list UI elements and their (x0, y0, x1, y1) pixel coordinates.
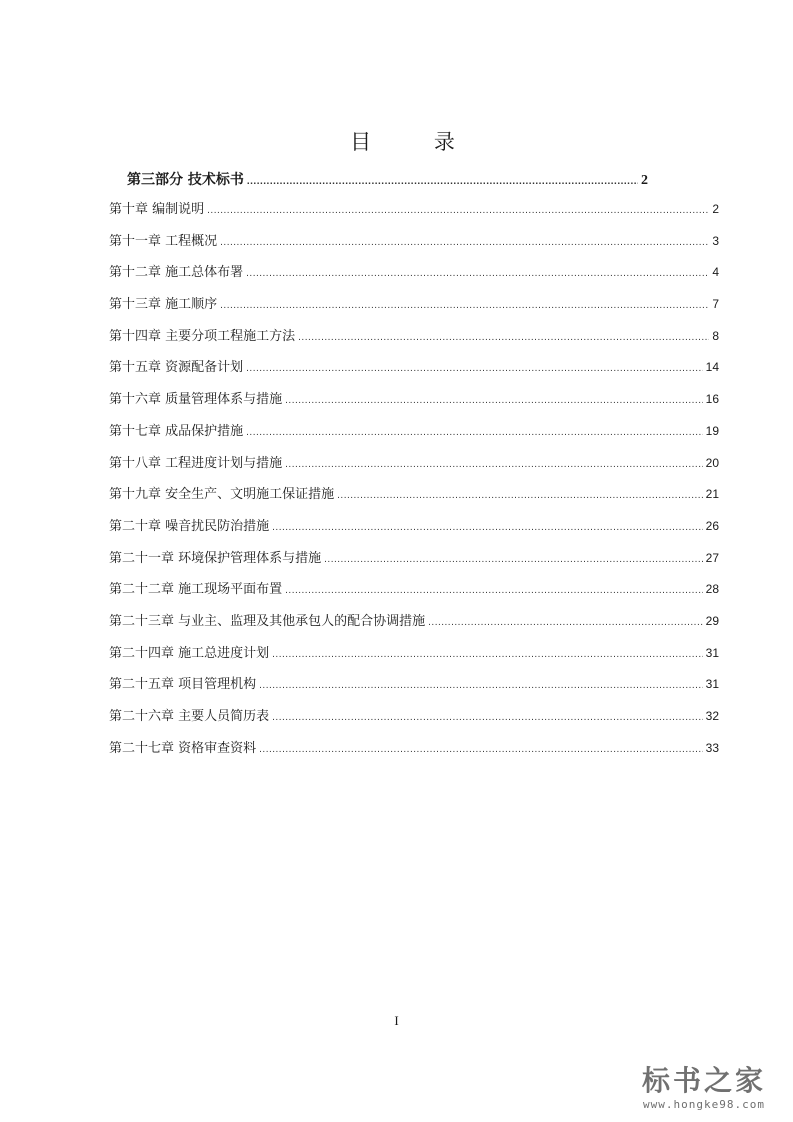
toc-entry-label: 第二十一章 环境保护管理体系与措施 (109, 550, 322, 566)
watermark-brand: 标书之家 (641, 1064, 766, 1097)
toc-leader-dots (247, 172, 638, 192)
toc-entry[interactable] (109, 611, 719, 643)
toc-entry-label: 第二十二章 施工现场平面布置 (109, 582, 283, 598)
toc-part-entry[interactable] (127, 170, 648, 192)
toc-entry[interactable] (109, 674, 719, 706)
toc-entry[interactable] (109, 643, 719, 675)
toc-entry[interactable] (109, 389, 719, 421)
toc-entry-label: 第二十五章 项目管理机构 (109, 677, 257, 693)
toc-entry-label: 第二十四章 施工总进度计划 (109, 645, 270, 661)
toc-entry-label: 第十四章 主要分项工程施工方法 (109, 328, 296, 344)
toc-entry[interactable] (109, 326, 719, 358)
toc-entry-label: 第十九章 安全生产、文明施工保证措施 (109, 487, 335, 503)
toc-entry-page-number: 33 (705, 740, 719, 755)
toc-entry-page-number: 26 (705, 518, 719, 533)
toc-entry-page-number: 14 (705, 360, 719, 375)
toc-entry-label: 第十一章 工程概况 (109, 233, 218, 249)
toc-leader-dots (324, 550, 703, 570)
toc-entry[interactable] (109, 579, 719, 611)
toc-entry-page-number: 21 (705, 487, 719, 502)
toc-entry-label: 第十五章 资源配备计划 (109, 360, 244, 376)
toc-entry-page-number: 8 (712, 328, 719, 343)
toc-entry-page-number: 2 (712, 202, 719, 216)
toc-leader-dots (285, 455, 703, 475)
watermark-logo (629, 1064, 779, 1112)
toc-entry-page-number: 28 (705, 582, 719, 597)
toc-entry-label: 第十八章 工程进度计划与措施 (109, 455, 283, 471)
toc-entry[interactable] (109, 357, 719, 389)
toc-entry-page-number: 32 (705, 709, 719, 723)
toc-entry[interactable] (109, 421, 719, 453)
toc-leader-dots (259, 676, 703, 696)
toc-entry-label: 第十章 编制说明 (109, 202, 205, 217)
toc-entry-page-number: 20 (705, 455, 719, 470)
toc-entry-page-number: 19 (705, 423, 719, 438)
toc-leader-dots (220, 296, 709, 316)
toc-part-page-number: 2 (641, 173, 648, 188)
watermark-url: www.hongke98.com (643, 1098, 765, 1111)
toc-leader-dots (272, 518, 703, 538)
toc-entry[interactable] (109, 548, 719, 580)
toc-entry-page-number: 16 (705, 392, 719, 407)
toc-part-label: 第三部分 技术标书 (127, 172, 244, 188)
toc-leader-dots (285, 581, 703, 601)
toc-leader-dots (246, 423, 703, 443)
toc-entry-label: 第二十六章 主要人员简历表 (109, 709, 270, 724)
toc-leader-dots (272, 708, 703, 728)
toc-leader-dots (285, 391, 703, 411)
toc-entry[interactable] (109, 484, 719, 516)
toc-entry[interactable] (109, 199, 719, 231)
toc-leader-dots (272, 645, 703, 665)
toc-entry[interactable] (109, 453, 719, 485)
toc-entry-page-number: 31 (705, 645, 719, 660)
toc-leader-dots (298, 328, 709, 348)
toc-entry-label: 第十二章 施工总体布署 (109, 265, 244, 281)
page-footer-number: I (394, 1013, 399, 1028)
toc-entry[interactable] (109, 706, 719, 738)
toc-entry-page-number: 27 (705, 550, 719, 565)
toc-leader-dots (337, 486, 703, 506)
toc-entry-page-number: 31 (705, 677, 719, 692)
toc-list (109, 199, 719, 769)
page-title: 目 录 (350, 130, 483, 154)
toc-entry-page-number: 3 (712, 233, 719, 248)
toc-entry-page-number: 4 (712, 265, 719, 280)
toc-entry[interactable] (109, 262, 719, 294)
toc-leader-dots (246, 359, 703, 379)
toc-entry-label: 第十六章 质量管理体系与措施 (109, 392, 283, 408)
toc-entry-label: 第十三章 施工顺序 (109, 297, 218, 313)
toc-entry-label: 第十七章 成品保护措施 (109, 423, 244, 439)
toc-entry-page-number: 7 (712, 297, 719, 312)
toc-entry[interactable] (109, 231, 719, 263)
toc-leader-dots (428, 613, 703, 633)
toc-leader-dots (246, 264, 709, 284)
toc-leader-dots (207, 201, 709, 221)
toc-entry-label: 第二十章 噪音扰民防治措施 (109, 518, 270, 534)
toc-entry-label: 第二十七章 资格审查资料 (109, 740, 257, 756)
toc-leader-dots (220, 233, 709, 253)
toc-entry-page-number: 29 (705, 613, 719, 628)
toc-entry[interactable] (109, 516, 719, 548)
toc-entry[interactable] (109, 294, 719, 326)
toc-entry-label: 第二十三章 与业主、监理及其他承包人的配合协调措施 (109, 613, 426, 629)
toc-entry[interactable] (109, 738, 719, 770)
toc-leader-dots (259, 740, 703, 760)
